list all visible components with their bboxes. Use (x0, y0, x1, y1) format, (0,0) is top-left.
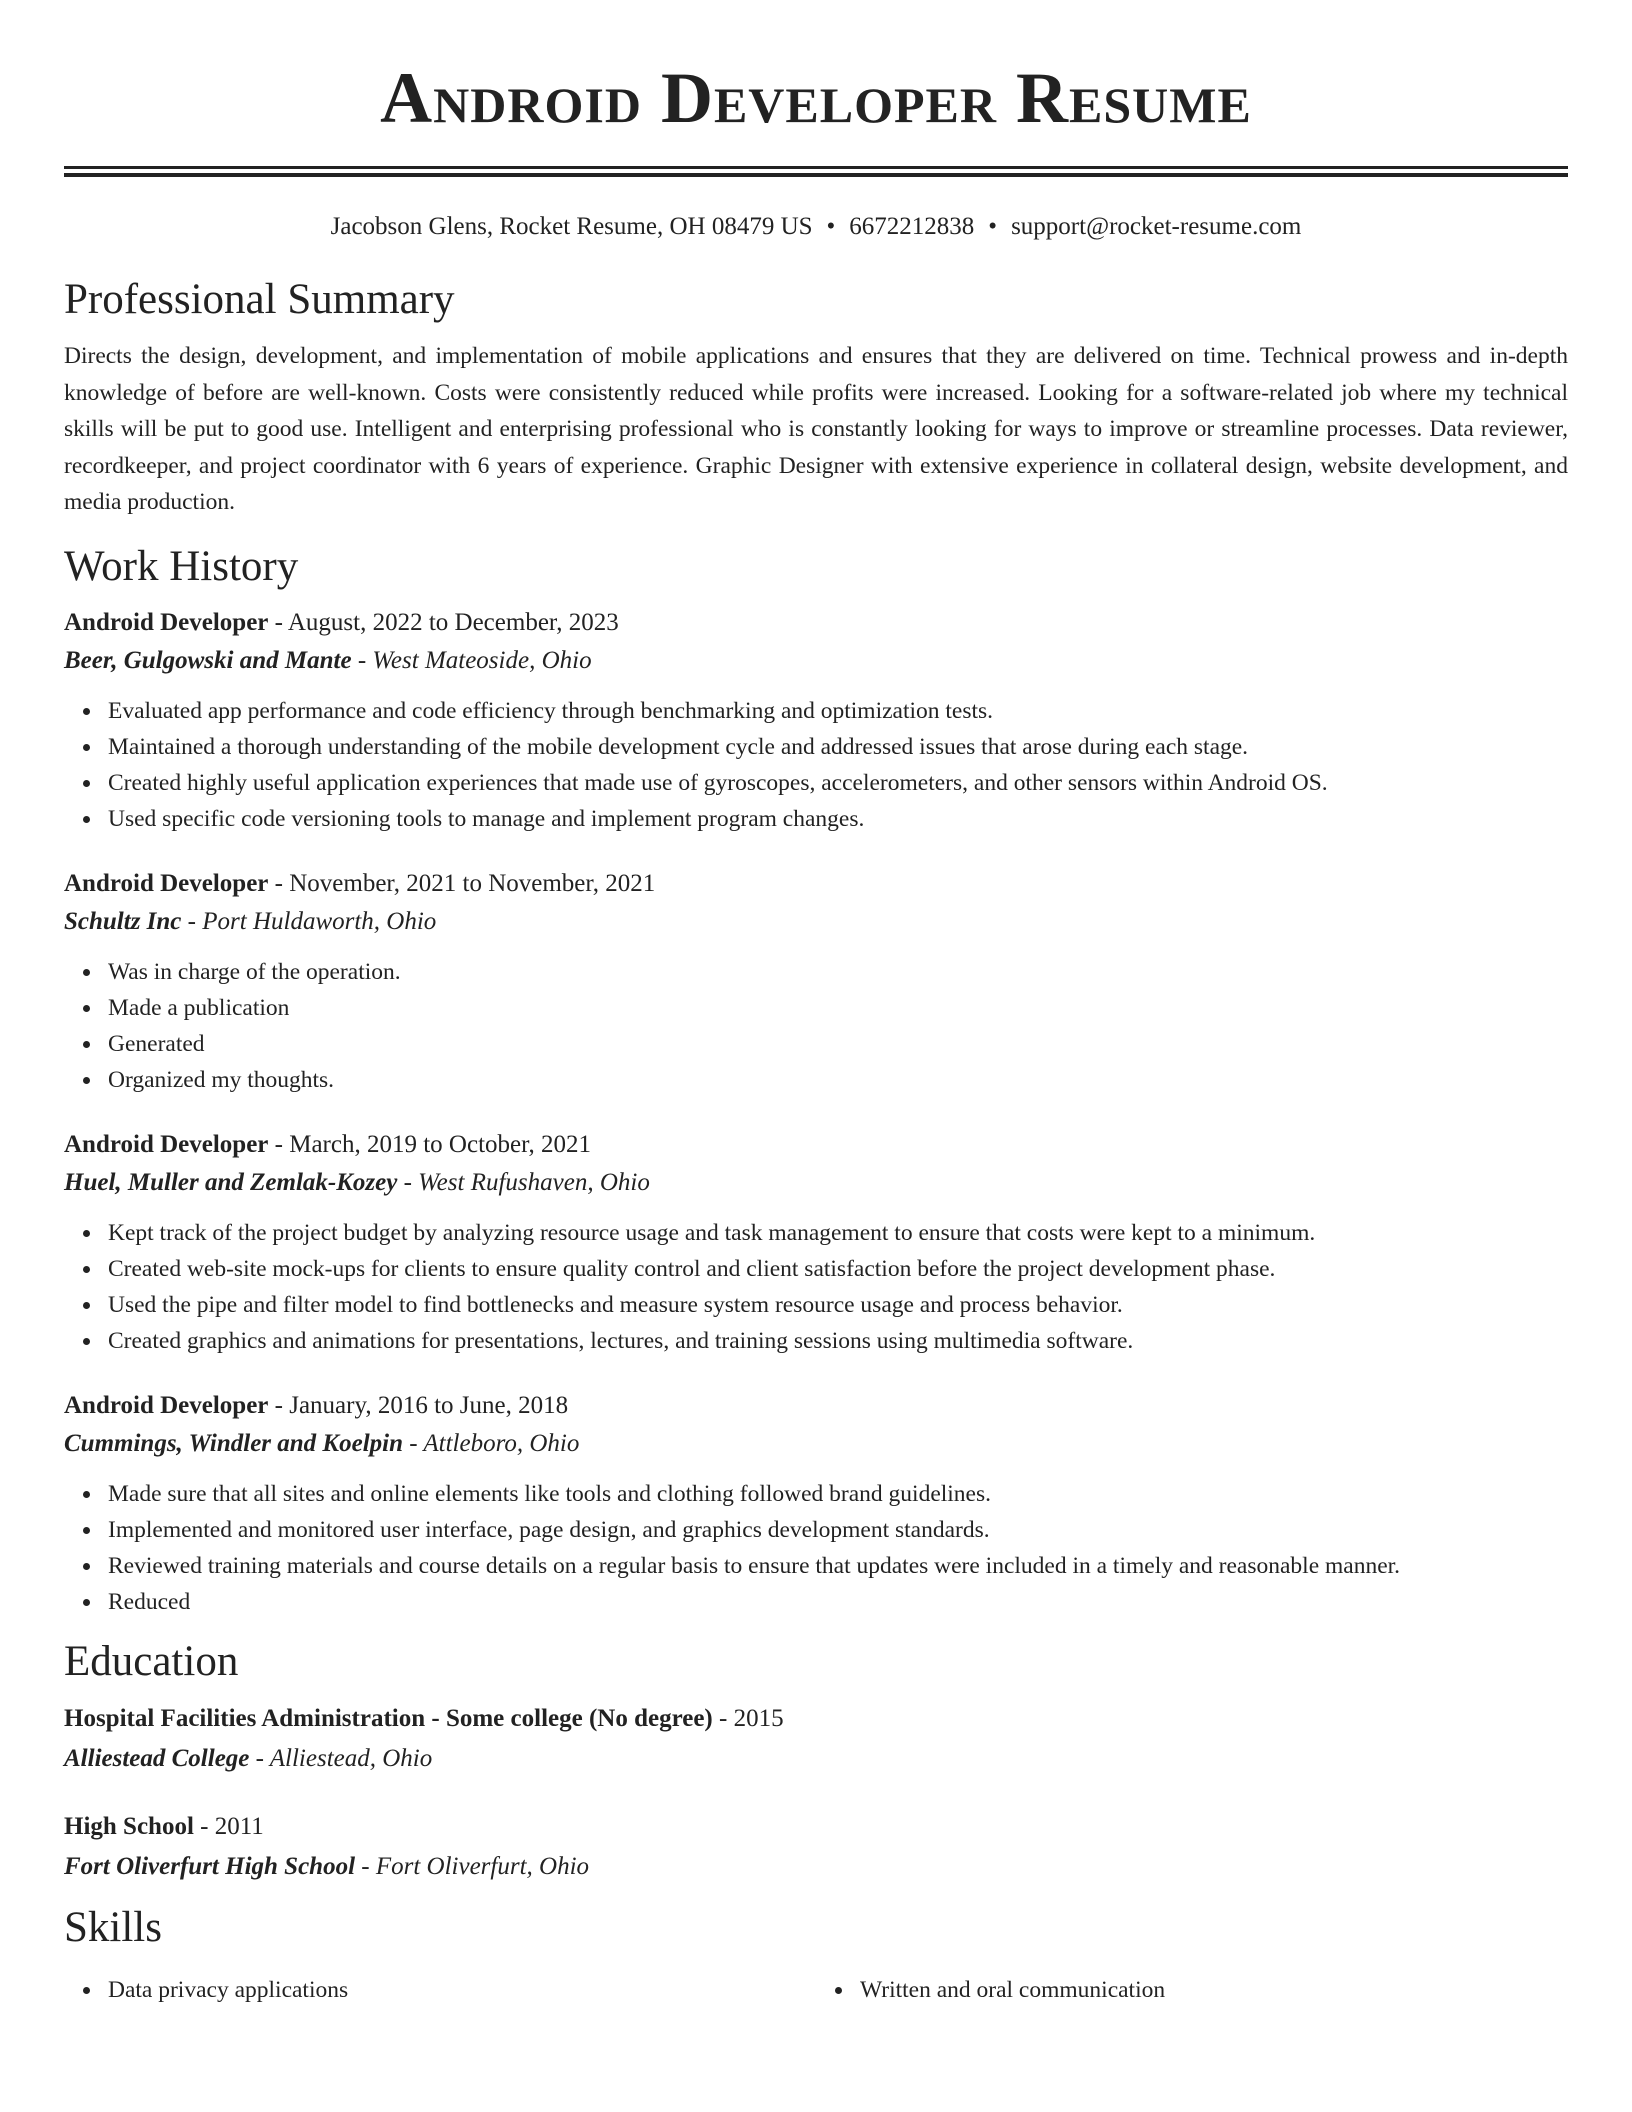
job-dates: November, 2021 to November, 2021 (289, 869, 656, 897)
education-degree: Hospital Facilities Administration - Some college (No degree) (64, 1704, 713, 1732)
education-entry (64, 1808, 1568, 1886)
dash: - (249, 1744, 270, 1772)
job-company: Huel, Muller and Zemlak-Kozey (64, 1168, 398, 1196)
dash: - (355, 1852, 376, 1880)
dash: - (193, 1812, 215, 1840)
job-bullet: Created web-site mock-ups for clients to ensure quality control and client satisfaction before the project development phase. (108, 1251, 1568, 1287)
education-entry (64, 1700, 1568, 1778)
education-degree-line (64, 1808, 1568, 1846)
job-bullet: Evaluated app performance and code efficiency through benchmarking and optimization tests. (108, 693, 1568, 729)
job-bullet: Made sure that all sites and online elements like tools and clothing followed brand guidelines. (108, 1476, 1568, 1512)
dash: - (351, 646, 373, 674)
education-school: Alliestead College (64, 1744, 250, 1772)
job-bullets (64, 1476, 1568, 1620)
summary-paragraph: Directs the design, development, and implementation of mobile applications and ensures that they are delivered on time. Technical prowess and in-depth knowledge of before are well-known. Costs were consistently reduced while profits were increased. Looking for a software-related job where my technical skills will be put to good use. Intelligent and enterprising professional who is constantly looking for ways to improve or streamline processes. Data reviewer, recordkeeper, and project coordinator with 6 years of experience. Graphic Designer with extensive experience in collateral design, website development, and media production. (64, 343, 1568, 515)
dash: - (268, 869, 290, 897)
job-bullet: Organized my thoughts. (108, 1062, 1568, 1098)
job-bullet: Reviewed training materials and course details on a regular basis to ensure that updates were included in a timely and reasonable manner. (108, 1548, 1568, 1584)
job-title-line (64, 1387, 1568, 1425)
job-company-line (64, 1164, 1568, 1202)
job-role: Android Developer (64, 869, 269, 897)
job-company-line (64, 903, 1568, 941)
job-bullets (64, 693, 1568, 837)
education-location: Fort Oliverfurt, Ohio (375, 1852, 590, 1880)
job-dates: August, 2022 to December, 2023 (287, 608, 619, 636)
job-company: Schultz Inc (64, 907, 182, 935)
job-company-line (64, 642, 1568, 680)
job-bullet: Generated (108, 1026, 1568, 1062)
job-title-line (64, 604, 1568, 642)
job-bullets (64, 954, 1568, 1098)
job-location: West Rufushaven, Ohio (418, 1168, 650, 1196)
job-company-line (64, 1425, 1568, 1463)
education-school-line (64, 1740, 1568, 1778)
job-dates: March, 2019 to October, 2021 (289, 1130, 591, 1158)
resume-page (64, 0, 1568, 2008)
contact-separator: • (988, 213, 998, 240)
education-degree: High School (64, 1812, 194, 1840)
resume-title: Android Developer Resume (380, 58, 1252, 138)
dash: - (268, 1130, 290, 1158)
dash: - (397, 1168, 419, 1196)
job-role: Android Developer (64, 1130, 269, 1158)
contact-email: support@rocket-resume.com (1011, 213, 1302, 240)
dash: - (268, 1391, 290, 1419)
job-entry (64, 1387, 1568, 1620)
job-bullets (64, 1215, 1568, 1359)
section-title-summary: Professional Summary (64, 276, 455, 323)
education-degree-line (64, 1700, 1568, 1738)
dash: - (181, 907, 203, 935)
job-bullet: Used specific code versioning tools to manage and implement program changes. (108, 801, 1568, 837)
section-title-skills: Skills (64, 1903, 162, 1951)
job-bullet: Used the pipe and filter model to find bottlenecks and measure system resource usage and process behavior. (108, 1287, 1568, 1323)
contact-address: Jacobson Glens, Rocket Resume, OH 08479 US (330, 213, 813, 240)
section-title-education: Education (64, 1637, 239, 1685)
education-location: Alliestead, Ohio (269, 1744, 433, 1772)
job-title-line (64, 865, 1568, 903)
education-year: 2015 (733, 1704, 784, 1732)
contact-phone: 6672212838 (849, 213, 975, 240)
job-location: Attleboro, Ohio (423, 1429, 580, 1457)
skills-list-left (64, 1972, 816, 2008)
job-bullet: Made a publication (108, 990, 1568, 1026)
dash: - (712, 1704, 734, 1732)
job-title-line (64, 1126, 1568, 1164)
education-school: Fort Oliverfurt High School (64, 1852, 356, 1880)
job-entry (64, 1126, 1568, 1359)
dash: - (403, 1429, 424, 1457)
job-company: Cummings, Windler and Koelpin (64, 1429, 403, 1457)
skill-item: Data privacy applications (108, 1972, 816, 2008)
skills-columns (64, 1972, 1568, 2008)
dash: - (268, 608, 288, 636)
job-location: Port Huldaworth, Ohio (202, 907, 437, 935)
job-entry (64, 865, 1568, 1098)
skill-item: Written and oral communication (860, 1972, 1568, 2008)
education-school-line (64, 1848, 1568, 1886)
job-bullet: Kept track of the project budget by analyzing resource usage and task management to ensure that costs were kept to a minimum. (108, 1215, 1568, 1251)
job-bullet: Was in charge of the operation. (108, 954, 1568, 990)
job-bullet: Created graphics and animations for presentations, lectures, and training sessions using multimedia software. (108, 1323, 1568, 1359)
job-dates: January, 2016 to June, 2018 (289, 1391, 569, 1419)
job-role: Android Developer (64, 608, 269, 636)
job-company: Beer, Gulgowski and Mante (64, 646, 352, 674)
skills-list-right (816, 1972, 1568, 2008)
job-location: West Mateoside, Ohio (372, 646, 592, 674)
contact-separator: • (826, 213, 836, 240)
job-entry (64, 604, 1568, 837)
job-bullet: Maintained a thorough understanding of the mobile development cycle and addressed issues that arose during each stage. (108, 729, 1568, 765)
job-role: Android Developer (64, 1391, 269, 1419)
section-title-work-history: Work History (64, 542, 299, 590)
job-bullet: Reduced (108, 1584, 1568, 1620)
contact-line (64, 211, 1568, 243)
title-double-rule (64, 166, 1568, 177)
job-bullet: Implemented and monitored user interface, page design, and graphics development standards. (108, 1512, 1568, 1548)
education-year: 2011 (214, 1812, 264, 1840)
job-bullet: Created highly useful application experiences that made use of gyroscopes, accelerometers, and other sensors within Android OS. (108, 765, 1568, 801)
